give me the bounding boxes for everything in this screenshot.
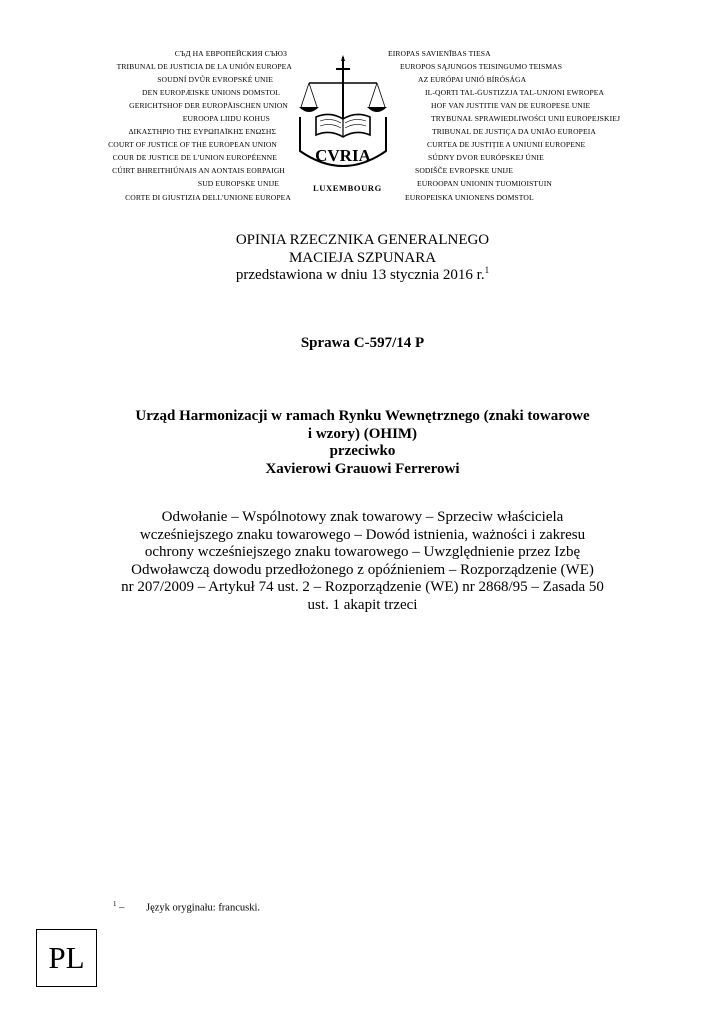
party-line: Xavierowi Grauowi Ferrerowi	[265, 460, 460, 477]
court-name: EUROOPA LIIDU KOHUS	[182, 114, 270, 124]
keyword-line: ochrony wcześniejszego znaku towarowego – Uwzględnienie przez Izbę	[144, 544, 581, 560]
court-name: EIROPAS SAVIENĪBAS TIESA	[388, 49, 491, 58]
court-name: SUD EUROPSKE UNIJE	[197, 179, 279, 189]
curia-emblem-icon	[296, 55, 390, 180]
delivery-date-text: przedstawiona w dniu 13 stycznia 2016 r.	[235, 267, 485, 283]
party-line: i wzory) (OHIM)	[307, 425, 418, 442]
court-name: CÚIRT BHREITHIÚNAIS AN AONTAIS EORPAIGH	[112, 166, 285, 176]
emblem-text: CVRIA	[315, 146, 371, 165]
court-name: TRIBUNAL DE JUSTIÇA DA UNIÃO EUROPEIA	[432, 127, 596, 137]
footnote-reference[interactable]: 1	[484, 265, 490, 275]
keywords	[0, 509, 725, 614]
court-name: EUROPEISKA UNIONENS DOMSTOL	[405, 192, 534, 202]
court-name: CURTEA DE JUSTIȚIE A UNIUNII EUROPENE	[427, 140, 586, 150]
parties	[0, 408, 725, 478]
footnote	[113, 900, 260, 914]
court-name: IL-QORTI TAL-ĠUSTIZZJA TAL-UNJONI EWROPEA	[425, 88, 605, 98]
court-name: COURT OF JUSTICE OF THE EUROPEAN UNION	[108, 140, 277, 150]
court-name: EUROOPAN UNIONIN TUOMIOISTUIN	[417, 179, 552, 189]
title-line: OPINIA RZECZNIKA GENERALNEGO	[235, 232, 490, 248]
court-name: СЪД НА ЕВРОПЕЙСКИЯ СЪЮЗ	[174, 49, 287, 58]
court-names-left	[108, 47, 292, 204]
versus-label: przeciwko	[329, 443, 396, 459]
keyword-line: nr 207/2009 – Artykuł 74 ust. 2 – Rozporządzenie (WE) nr 2868/95 – Zasada 50	[121, 579, 604, 595]
court-name: HOF VAN JUSTITIE VAN DE EUROPESE UNIE	[431, 101, 591, 111]
court-name: TRIBUNAL DE JUSTICIA DE LA UNIÓN EUROPEA	[116, 62, 292, 72]
court-name: ΔΙΚΑΣΤΗΡΙΟ ΤΗΣ ΕΥΡΩΠΑΪΚΗΣ ΕΝΩΣΗΣ	[128, 127, 276, 137]
court-name: SÚDNY DVOR EURÓPSKEJ ÚNIE	[428, 153, 544, 163]
court-name: CORTE DI GIUSTIZIA DELL'UNIONE EUROPEA	[125, 192, 291, 202]
keyword-line: ust. 1 akapit trzeci	[307, 596, 418, 613]
keyword-line: Odwołanie – Wspólnotowy znak towarowy – Sprzeciw właściciela	[161, 509, 564, 525]
party-line: Urząd Harmonizacji w ramach Rynku Wewnętrznego (znaki towarowe	[135, 408, 590, 424]
footnote-marker	[113, 900, 146, 914]
footnote-dash: –	[119, 902, 125, 914]
keyword-line: wcześniejszego znaku towarowego – Dowód istnienia, ważności i zakresu	[139, 526, 586, 543]
footnote-text: Język oryginału: francuski.	[146, 902, 261, 914]
court-name: SOUDNÍ DVŮR EVROPSKÉ UNIE	[157, 75, 273, 85]
court-names-right	[388, 47, 620, 204]
title-line: MACIEJA SZPUNARA	[288, 249, 437, 266]
footnote-number: 1	[113, 900, 117, 908]
court-name: SODIŠČE EVROPSKE UNIJE	[415, 166, 513, 176]
court-name: GERICHTSHOF DER EUROPÄISCHEN UNION	[129, 101, 288, 111]
delivery-date	[0, 267, 725, 285]
court-name: EUROPOS SĄJUNGOS TEISINGUMO TEISMAS	[400, 62, 563, 72]
case-number: Sprawa C-597/14 P	[300, 335, 425, 351]
language-code-box: PL	[36, 929, 97, 987]
court-name: TRYBUNAŁ SPRAWIEDLIWOŚCI UNII EUROPEJSKIEJ	[431, 114, 621, 124]
court-name: DEN EUROPÆISKE UNIONS DOMSTOL	[142, 88, 280, 98]
court-city: LUXEMBOURG	[313, 183, 382, 193]
keyword-line: Odwoławczą dowodu przedłożonego z opóźnieniem – Rozporządzenie (WE)	[131, 561, 594, 578]
court-name: COUR DE JUSTICE DE L'UNION EUROPÉENNE	[112, 153, 277, 163]
court-name: AZ EURÓPAI UNIÓ BÍRÓSÁGA	[418, 75, 527, 85]
opinion-title	[0, 232, 725, 285]
